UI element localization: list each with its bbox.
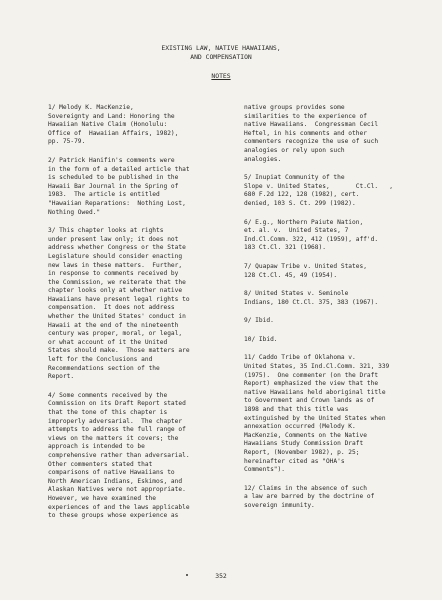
note-6: 6/ E.g., Northern Paiute Nation, et. al. v. United States, 7 Ind.Cl.Comm. 322, 412 (1959), aff'd. 183 Ct.Cl. 321 (1968).: [244, 218, 379, 252]
note-7: 7/ Quapaw Tribe v. United States, 128 Ct.Cl. 45, 49 (1954).: [244, 262, 367, 279]
header-line-2: AND COMPENSATION: [190, 53, 252, 61]
note-10: 10/ Ibid.: [244, 335, 278, 343]
page-header: [0, 44, 442, 62]
notes-heading: NOTES: [211, 72, 231, 80]
right-column: [244, 104, 422, 521]
note-2: 2/ Patrick Hanifin's comments were in the form of a detailed article that is scheduled to be published in the Hawaii Bar Journal in the Spring of 1983. The article is entitled "Hawaiian Reparations: Nothing Lost, Nothing Owed.": [48, 156, 190, 216]
note-12: 12/ Claims in the absence of such a law are barred by the doctrine of sovereign immunity.: [244, 484, 375, 509]
note-9: 9/ Ibid.: [244, 317, 274, 325]
left-column: [48, 104, 228, 531]
note-5: 5/ Inupiat Community of the Slope v. United States, Ct.Cl. , 680 F.2d 122, 128 (1982), cert. denied, 103 S. Ct. 299 (1982).: [244, 174, 394, 207]
note-11: 11/ Caddo Tribe of Oklahoma v. United States, 35 Ind.Cl.Comm. 321, 339 (1975). One commenter (on the Draft Report) emphasized the view that the native Hawaiians held aboriginal title to Government and Crown lands as of 1898 and that this title was extinguished by the United States when annexation occurred (Melody K. MacKenzie, Comments on the Native Hawaiians Study Commission Draft Report, (November 1982), p. 25; hereinafter cited as "OHA's Comments").: [244, 354, 390, 474]
note-8: 8/ United States v. Seminole Indians, 180 Ct.Cl. 375, 383 (1967).: [244, 290, 379, 306]
page-number: 352: [215, 572, 227, 580]
header-line-1: EXISTING LAW, NATIVE HAWAIIANS,: [161, 44, 281, 52]
note-4-continued: native groups provides some similarities to the experience of native Hawaiians. Congressman Cecil Heftel, in his comments and other commenters recognize the use of such analogies or rely upon such analogies.: [244, 104, 379, 163]
note-3: 3/ This chapter looks at rights under present law only; it does not address whether Congress or the State Legislature should consider enacting new laws in these matters. Further, in response to comments received by the Commission, we reiterate that the chapter looks only at whether native Hawaiians have present legal rights to compensation. It does not address whether the United States' conduct in Hawaii at the end of the nineteenth century was proper, moral, or legal, or what account of it the United States should make. Those matters are left for the Conclusions and Recommendations section of the Report.: [48, 227, 190, 381]
note-4: 4/ Some comments received by the Commission on its Draft Report stated that the tone of this chapter is improperly adversarial. The chapter attempts to address the full range of views on the matters it covers; the approach is intended to be comprehensive rather than adversarial. Other commenters stated that comparisons of native Hawaiians to North American Indians, Eskimos, and Alaskan Natives were not appropriate. However, we have examined the experiences of and the laws applicable to these groups whose experience as: [48, 391, 190, 520]
note-1: 1/ Melody K. MacKenzie, Sovereignty and Land: Honoring the Hawaiian Native Claim (Honolulu: Office of Hawaiian Affairs, 1982), pp. 75-79.: [48, 104, 179, 146]
